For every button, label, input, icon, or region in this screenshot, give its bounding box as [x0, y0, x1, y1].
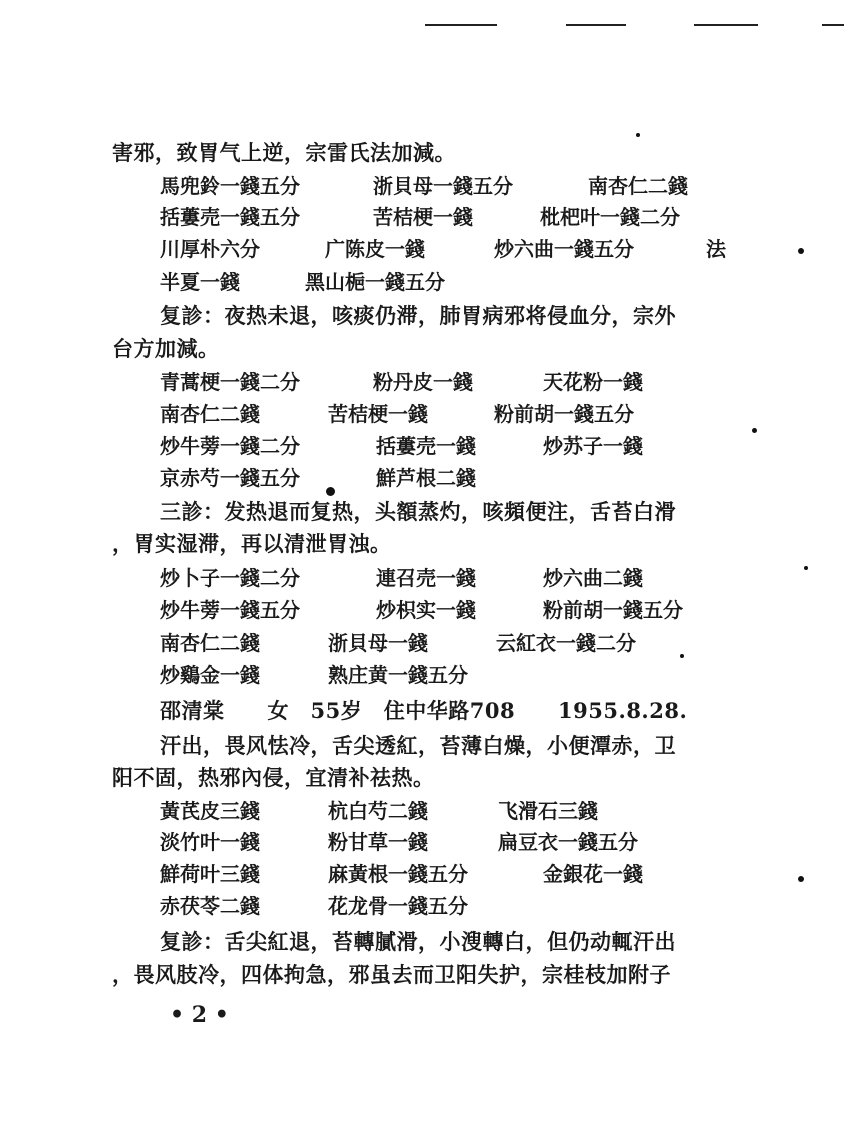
scan-speck: [798, 876, 804, 882]
herb-item: 鮮芦根二錢: [376, 466, 476, 490]
herb-item: 炒六曲一錢五分: [494, 237, 634, 261]
herb-item: 花龙骨一錢五分: [328, 894, 468, 918]
herb-item: 金銀花一錢: [543, 862, 643, 886]
herb-item: 熟庄黄一錢五分: [328, 663, 468, 687]
header-rule: [822, 24, 844, 26]
scan-speck: [680, 654, 684, 658]
header-rule: [694, 24, 758, 26]
herb-item: 浙貝母一錢五分: [373, 174, 513, 198]
herb-item: 扁豆衣一錢五分: [498, 830, 638, 854]
text-line: ，畏风肢冷，四体拘急，邪虽去而卫阳失护，宗桂枝加附子: [112, 962, 671, 987]
herb-item: 鮮荷叶三錢: [160, 862, 260, 886]
herb-item: 炒苏子一錢: [543, 434, 643, 458]
herb-item: 浙貝母一錢: [328, 631, 428, 655]
herb-item: 粉甘草一錢: [328, 830, 428, 854]
herb-item: 法: [706, 237, 726, 261]
header-rule: [425, 24, 497, 26]
herb-item: 炒鷄金一錢: [160, 663, 260, 687]
scan-speck: [636, 133, 640, 137]
herb-item: 粉丹皮一錢: [373, 370, 473, 394]
scan-speck: [326, 487, 335, 496]
text-line: 汗出，畏风怯冷，舌尖透紅，苔薄白燥，小便潭赤，卫: [160, 733, 676, 758]
text-line: 害邪，致胃气上逆，宗雷氏法加減。: [112, 140, 456, 165]
herb-item: 天花粉一錢: [543, 370, 643, 394]
herb-item: 云紅衣一錢二分: [496, 631, 636, 655]
herb-item: 京赤芍一錢五分: [160, 466, 300, 490]
scan-speck: [798, 248, 804, 254]
herb-item: 黃芪皮三錢: [160, 799, 260, 823]
herb-item: 炒枳实一錢: [376, 598, 476, 622]
herb-item: 飞滑石三錢: [498, 799, 598, 823]
herb-item: 川厚朴六分: [160, 237, 260, 261]
herb-item: 南杏仁二錢: [588, 174, 688, 198]
herb-item: 黑山梔一錢五分: [305, 270, 445, 294]
herb-item: 广陈皮一錢: [325, 237, 425, 261]
herb-item: 南杏仁二錢: [160, 631, 260, 655]
herb-item: 粉前胡一錢五分: [543, 598, 683, 622]
text-line: ，胃实湿滞，再以清泄胃浊。: [112, 531, 392, 556]
text-line: 三診：发热退而复热，头額蒸灼，咳頻便注，舌苔白滑: [160, 499, 676, 524]
scan-speck: [804, 566, 808, 570]
header-rule: [566, 24, 626, 26]
herb-item: 苦桔梗一錢: [373, 205, 473, 229]
herb-item: 苦桔梗一錢: [328, 402, 428, 426]
text-line: 复診：舌尖紅退，苔轉膩滑，小溲轉白，但仍动輒汗出: [160, 929, 676, 954]
herb-item: 麻黃根一錢五分: [328, 862, 468, 886]
herb-item: 炒牛蒡一錢五分: [160, 598, 300, 622]
scan-speck: [752, 428, 757, 433]
page-number: • 2 •: [170, 1002, 229, 1028]
herb-item: 南杏仁二錢: [160, 402, 260, 426]
text-line: 复診：夜热未退，咳痰仍滞，肺胃病邪将侵血分，宗外: [160, 303, 676, 328]
herb-item: 炒卜子一錢二分: [160, 566, 300, 590]
herb-item: 連召売一錢: [376, 566, 476, 590]
herb-item: 青蒿梗一錢二分: [160, 370, 300, 394]
text-line: 阳不固，热邪內侵，宜清补祛热。: [112, 765, 435, 790]
herb-item: 括蔞売一錢五分: [160, 205, 300, 229]
herb-item: 炒六曲二錢: [543, 566, 643, 590]
text-line: 台方加減。: [112, 336, 220, 361]
herb-item: 淡竹叶一錢: [160, 830, 260, 854]
herb-item: 炒牛蒡一錢二分: [160, 434, 300, 458]
herb-item: 馬兜鈴一錢五分: [160, 174, 300, 198]
herb-item: 半夏一錢: [160, 270, 240, 294]
herb-item: 括蔞売一錢: [376, 434, 476, 458]
herb-item: 粉前胡一錢五分: [494, 402, 634, 426]
patient-header: 邵清棠 女 55岁 住中华路708 1955.8.28.: [160, 698, 688, 723]
herb-item: 赤茯苓二錢: [160, 894, 260, 918]
herb-item: 杭白芍二錢: [328, 799, 428, 823]
herb-item: 枇杷叶一錢二分: [540, 205, 680, 229]
